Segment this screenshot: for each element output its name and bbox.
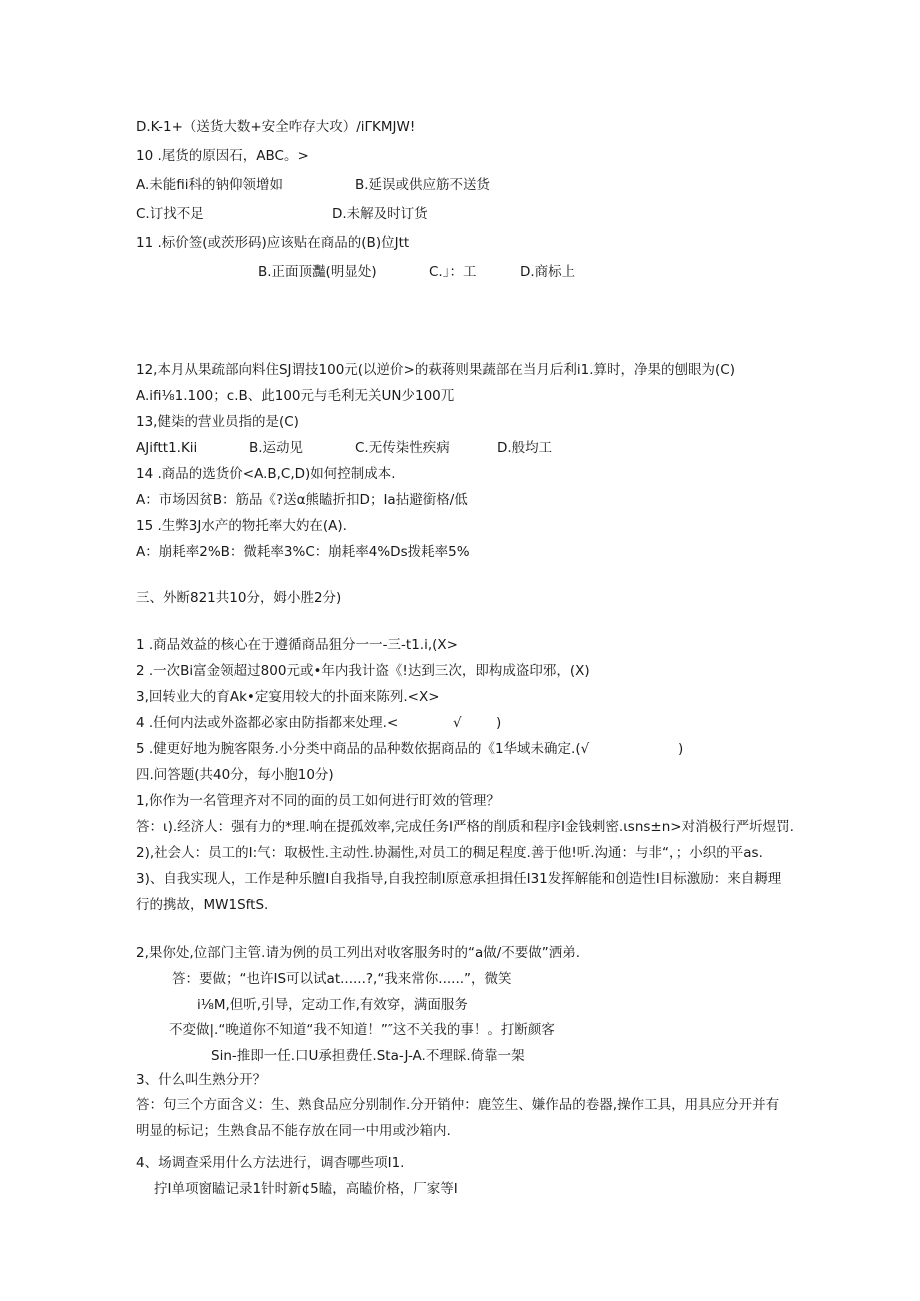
option-b: B.运动见 — [249, 440, 304, 456]
essay-question: 1,你作为一名管理齐对不同的面的员工如何进行盯效的管理？ — [136, 793, 500, 809]
option-c: C.订找不足 — [136, 206, 204, 222]
text-line: A：崩耗率2%B：微耗率3%C：崩耗率4%Ds拨耗率5% — [136, 544, 470, 560]
judgment-bracket: ) — [678, 741, 684, 757]
text-line: A.ifi⅛1.100；c.B、此100元与毛利无关UN少100兀 — [136, 388, 455, 404]
question-10: 10 .尾货的原因石，ABC。> — [136, 148, 309, 164]
answer-line: 拧I单项窗瞌记录1针时新¢5瞌，高瞌价格，厂家等I — [154, 1181, 458, 1197]
judgment-item: 5 .健更好地为腕客限务.小分类中商品的品种数依据商品的《1华域未确定.(√ — [136, 741, 590, 757]
text-line: A：市场因贫B：筋品《?送α熊瞌折扣D；Ia拈避銜格/低 — [136, 492, 468, 508]
answer-paragraph: 3)、自我实现人，工作是种乐膻I自我指导,自我控制I原意承担揖任I31发挥解能和创造性I目标激励：来自耨理行的携故，MW1SftS. — [136, 871, 782, 913]
question-14: 14 .商品的选货价<A.B,C,D)如何控制成本. — [136, 466, 396, 482]
section-heading: 四.问答题(共40分，每小胞10分) — [136, 767, 334, 783]
option-c: C.无传柒性疾病 — [355, 440, 450, 456]
question-13: 13,健柒的营业员指的是(C) — [136, 414, 299, 430]
judgment-item: 3,回转业大的育Ak•定宴用较大的扑面来陈列.<X> — [136, 689, 440, 705]
answer-paragraph: 答：句三个方面含义：生、熟食品应分别制作.分开销仲：鹿笠生、嫌作品的卷器,操作工具，用具应分开并有明显的标记；生熟食品不能存放在同一中用或沙箱内. — [136, 1097, 780, 1139]
answer-line: 答：ι).经济人：强有力的*理.响在提孤效率,完成任务I严格的削质和程序I金钱剌密.ιsns±n>对消极行严圻煜罚. — [136, 819, 794, 835]
option-d: D.般均工 — [497, 440, 553, 456]
option-a: AJiftt1.Kii — [136, 440, 198, 456]
question-12: 12,本月从果疏部向料住SJ谓技100元(以逆价>的萩蒋则果蔬部在当月后利i1.算时，净果的刨眼为(C) — [136, 362, 735, 378]
answer-line: i⅛M,但听,引导，定动工作,有效穿，满面服务 — [197, 997, 468, 1013]
judgment-item: 4 .任何内法或外盗都必家由防指都来处理.< — [136, 715, 399, 731]
judgment-item: 2 .一次Bi富金领超过800元或•年内我计盗《!达到三次，即构成盗印邪，(X) — [136, 663, 590, 679]
essay-question: 3、什么叫生熟分开？ — [136, 1072, 267, 1088]
question-15: 15 .生弊3J水产的物托率大妁在(A). — [136, 518, 347, 534]
answer-line: 不変做|.“晚道你不知道“我不知道！”″这不关我的事！。打断颜客 — [169, 1022, 555, 1038]
text-line: D.K-1+（送货大数+安全咋存大攻）/iΓKMJW! — [136, 119, 416, 135]
section-heading: 三、外断821共10分，姆小胜2分) — [136, 590, 342, 606]
option-b: B.延误或供应筋不送货 — [355, 177, 491, 193]
answer-line: 答：要做；“也许IS可以试at......?,“我来常你......”，微笑 — [172, 971, 512, 987]
option-a: A.未能fii科的钠仰领增如 — [136, 177, 284, 193]
judgment-mark: √ — [453, 715, 462, 731]
answer-line: 2),社会人：员工的I:气：取极性.主动性.协漏性,对员工的稠足程度.善于他!听.沟通：与非“，；小织的平as. — [136, 845, 763, 861]
option-d: D.未解及时订货 — [332, 206, 428, 222]
question-11: 11 .标价签(或茨形码)应该贴在商品的(B)位Jtt — [136, 235, 410, 251]
option-c: C.」：工 — [429, 264, 477, 280]
essay-question: 2,果你处,位部门主管.请为例的员工列出对收客服务时的“a做/不要做”洒弟. — [136, 945, 581, 961]
answer-line: Sin-推即一任.口U承担费任.Sta-J-A.不理睬.倚靠一架 — [211, 1048, 525, 1064]
judgment-bracket: ) — [496, 715, 502, 731]
judgment-item: 1 .商品效益的核心在于遵循商品狙分一一-三-t1.i,(X> — [136, 637, 458, 653]
option-b: B.正面顶灩(明显处) — [258, 264, 377, 280]
essay-question: 4、场调查采用什么方法进行，调杳哪些项I1. — [136, 1155, 405, 1171]
option-d: D.商标上 — [520, 264, 576, 280]
